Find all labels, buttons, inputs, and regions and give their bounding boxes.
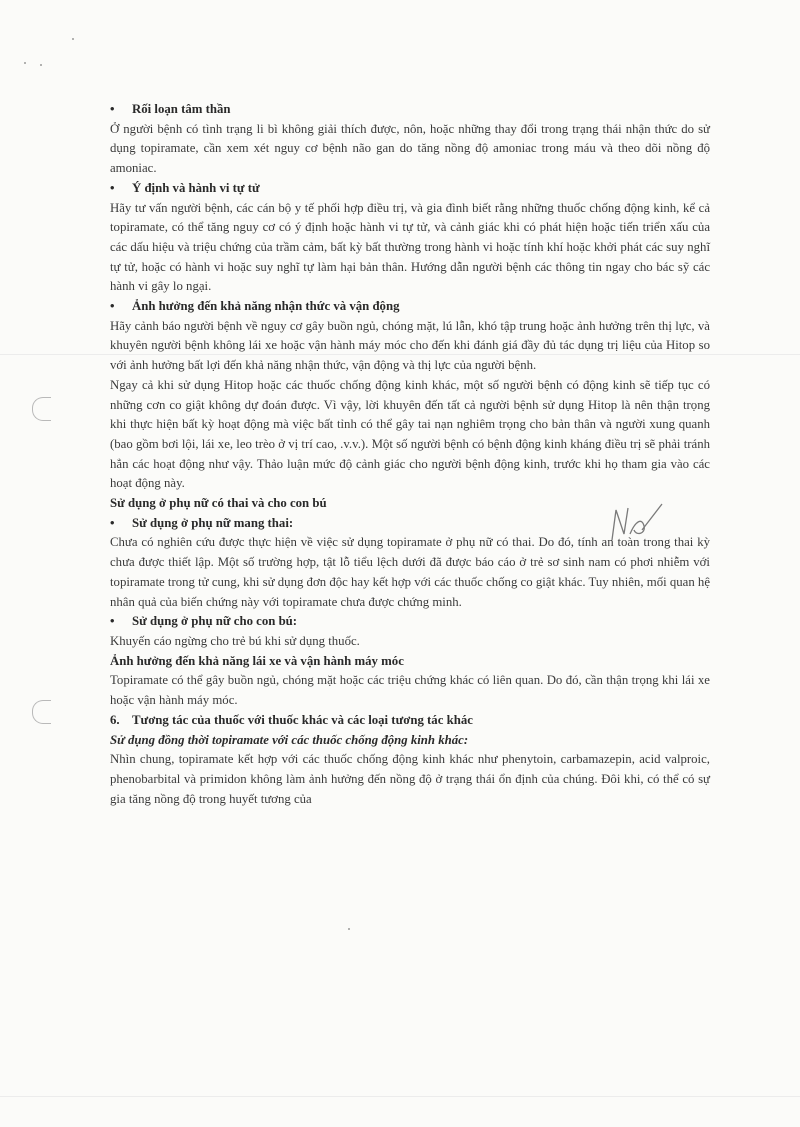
body-paragraph: Hãy cảnh báo người bệnh về nguy cơ gây buồn ngủ, chóng mặt, lú lẫn, khó tập trung hoặc ảnh hưởng trên thị lực, và khuyên người bệnh không lái xe hoặc vận hành máy móc cho đến khi đánh giá đầy đủ tác dụng trị liệu của Hitop so với ảnh hưởng bất lợi đến khả năng nhận thức, vận động và thị lực của người bệnh. xyxy=(110,318,710,373)
body-paragraph: Chưa có nghiên cứu được thực hiện về việc sử dụng topiramate ở phụ nữ có thai. Do đó, tính an toàn trong thai kỳ chưa được thiết lập. Một số trường hợp, tật lỗ tiểu lệch dưới đã được báo cáo ở trẻ sơ sinh nam có phơi nhiễm với topiramate trong tử cung, khi sử dụng đơn độc hay kết hợp với các thuốc chống co giật khác. Tuy nhiên, mối quan hệ nhân quả của biến chứng này với topiramate chưa được chứng minh. xyxy=(110,535,710,609)
heading-text: Sử dụng ở phụ nữ mang thai: xyxy=(132,515,294,530)
scan-speck xyxy=(24,62,26,64)
bullet-icon: • xyxy=(110,102,115,116)
scan-speck xyxy=(72,38,74,40)
heading-text: Sử dụng đồng thời topiramate với các thuốc chống động kinh khác: xyxy=(110,732,469,747)
bullet-heading xyxy=(110,514,710,534)
body-paragraph: Khuyến cáo ngừng cho trẻ bú khi sử dụng thuốc. xyxy=(110,633,360,648)
bullet-heading xyxy=(110,100,710,120)
body-paragraph: Ngay cả khi sử dụng Hitop hoặc các thuốc chống động kinh khác, một số người bệnh có động kinh sẽ tiếp tục có những cơn co giật không dự đoán được. Vì vậy, lời khuyên đến tất cả người bệnh sử dụng Hitop là nên thận trọng khi thực hiện bất kỳ hoạt động mà việc bất tỉnh có thể gây tai nạn nghiêm trọng cho bản thân và người xung quanh (bao gồm bơi lội, lái xe, leo trèo ở vị trí cao, .v.v.). Một số người bệnh có bệnh động kinh kháng điều trị sẽ phải tránh hẳn các hoạt động như vậy. Thảo luận mức độ cảnh giác cho người bệnh động kinh, trước khi họ tham gia vào các hoạt động này. xyxy=(110,377,710,491)
scan-line xyxy=(0,1096,800,1097)
scan-speck xyxy=(348,928,350,930)
bullet-icon: • xyxy=(110,614,115,629)
document-page xyxy=(110,100,710,809)
punch-hole-mark xyxy=(32,700,51,724)
bullet-icon: • xyxy=(110,299,115,314)
heading-text: Ảnh hưởng đến khả năng lái xe và vận hành máy móc xyxy=(110,653,404,668)
bullet-icon: • xyxy=(110,180,115,195)
heading-text: Ý định và hành vi tự tử xyxy=(132,180,260,195)
section-heading xyxy=(110,652,710,672)
body-paragraph: Hãy tư vấn người bệnh, các cán bộ y tế phối hợp điều trị, và gia đình biết rằng những thuốc chống động kinh, kể cả topiramate, có thể tăng nguy cơ có ý định hoặc hành vi tự tử, và cảnh giác khi có phát hiện hoặc tiến triển xấu của các dấu hiệu và triệu chứng của trầm cảm, bất kỳ bất thường trong hành vi hoặc tính khí hoặc khởi phát các suy nghĩ tự tử, hoặc có hành vi hoặc suy nghĩ tự làm hại bản thân. Hướng dẫn người bệnh các thông tin ngay cho bác sỹ các hành vi gây lo ngại. xyxy=(110,200,710,294)
section-number: 6. xyxy=(110,712,120,727)
punch-hole-mark xyxy=(32,397,51,421)
heading-text: Ảnh hưởng đến khả năng nhận thức và vận động xyxy=(132,299,400,314)
heading-text: Sử dụng ở phụ nữ có thai và cho con bú xyxy=(110,496,327,511)
scan-speck xyxy=(40,64,42,66)
subsection-heading xyxy=(110,731,710,751)
bullet-heading xyxy=(110,297,710,317)
bullet-heading xyxy=(110,612,710,632)
heading-text: Rối loạn tâm thần xyxy=(132,102,231,116)
body-paragraph: Ở người bệnh có tình trạng li bì không giải thích được, nôn, hoặc những thay đổi trong trạng thái nhận thức do sử dụng topiramate, cần xem xét nguy cơ bệnh não gan do tăng nồng độ amoniac trong máu và theo dõi nồng độ amoniac. xyxy=(110,121,710,176)
body-paragraph: Nhìn chung, topiramate kết hợp với các thuốc chống động kinh khác như phenytoin, carbamazepin, acid valproic, phenobarbital và primidon không làm ảnh hưởng đến nồng độ ở trạng thái ổn định của chúng. Đôi khi, có thể có sự gia tăng nồng độ trong huyết tương của xyxy=(110,752,710,806)
section-heading xyxy=(110,494,710,514)
heading-text: Tương tác của thuốc với thuốc khác và các loại tương tác khác xyxy=(132,712,473,727)
bullet-heading xyxy=(110,179,710,199)
body-paragraph: Topiramate có thể gây buồn ngủ, chóng mặt hoặc các triệu chứng khác có liên quan. Do đó, cần thận trọng khi lái xe hoặc vận hành máy móc. xyxy=(110,673,710,708)
section-heading xyxy=(110,711,710,731)
bullet-icon: • xyxy=(110,515,115,530)
heading-text: Sử dụng ở phụ nữ cho con bú: xyxy=(132,614,298,629)
